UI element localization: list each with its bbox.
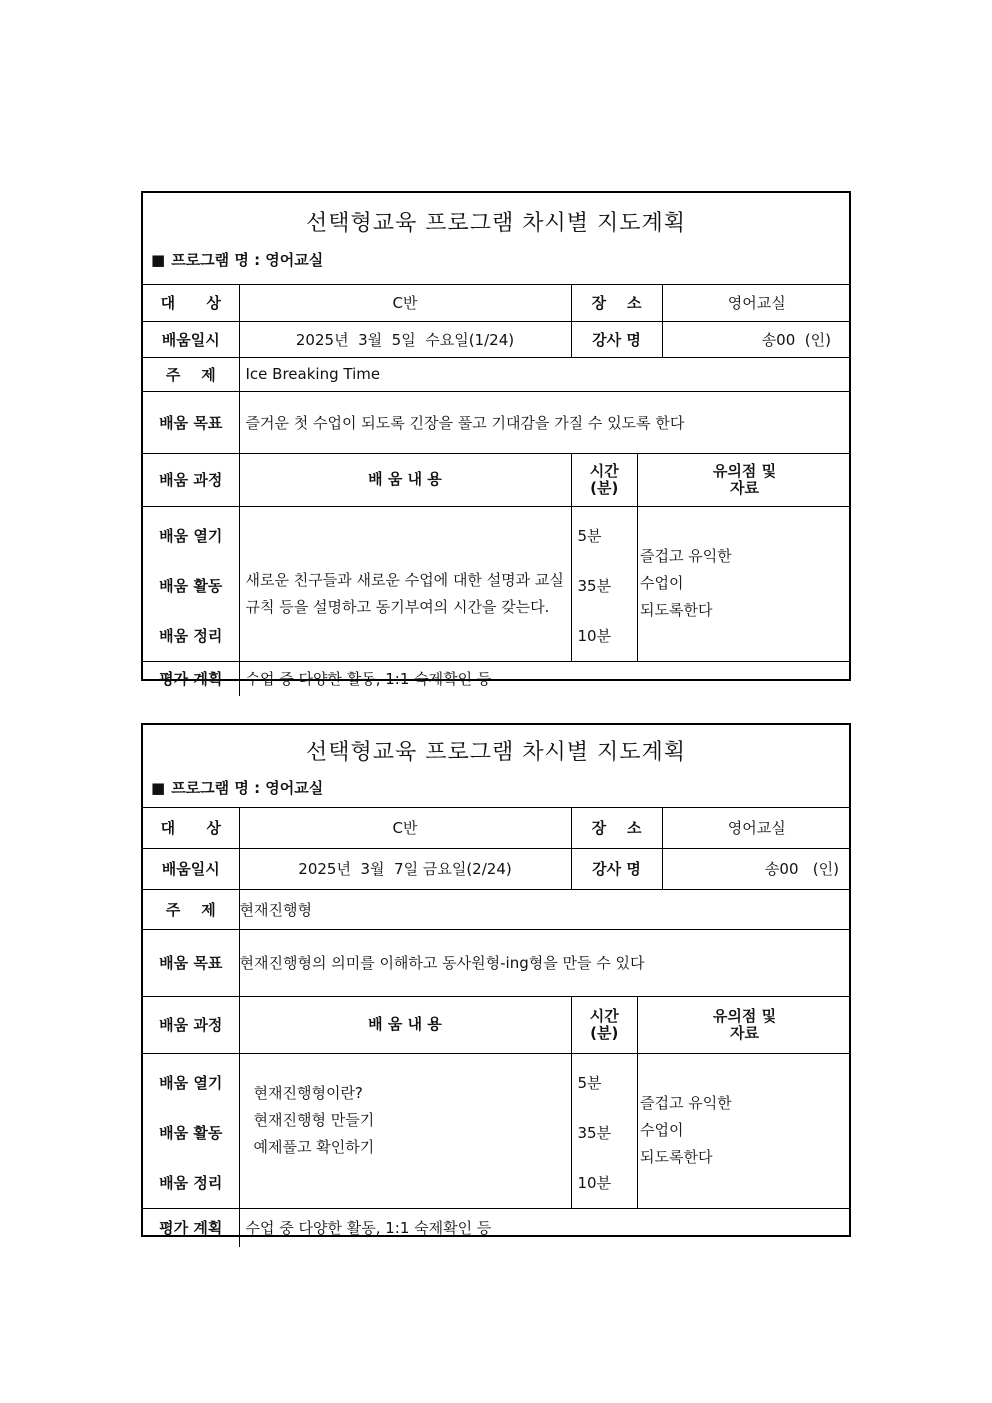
time-header-line1: 시간 xyxy=(589,461,619,480)
teacher-label: 강사 명 xyxy=(571,321,662,357)
time-header xyxy=(572,997,638,1053)
place-label: 장 소 xyxy=(571,285,662,321)
plan-title: 선택형교육 프로그램 차시별 지도계획 xyxy=(305,211,686,236)
time-close: 10분 xyxy=(577,1173,612,1192)
time-activity: 35분 xyxy=(577,1123,612,1142)
place-value: 영어교실 xyxy=(662,285,851,321)
lesson-plan-1 xyxy=(141,191,851,689)
topic-row xyxy=(143,357,851,391)
notes-line-1: 즐겁고 유익한 xyxy=(640,547,732,565)
process-steps xyxy=(143,506,239,661)
square-bullet-icon: ■ xyxy=(151,779,166,797)
plan-table xyxy=(143,285,851,696)
notes-line-1: 즐겁고 유익한 xyxy=(640,1094,732,1112)
content-split xyxy=(571,506,851,661)
time-activity: 35분 xyxy=(577,576,612,595)
content-header-row xyxy=(143,453,851,506)
notes-header xyxy=(638,997,852,1053)
notes-header-line1: 유의점 및 xyxy=(712,1006,777,1025)
teacher-value: 송00 (인) xyxy=(662,321,851,357)
program-name-label: 프로그램 명 : 영어교실 xyxy=(171,251,324,269)
teacher-value: 송00 (인) xyxy=(662,848,851,889)
target-value: C반 xyxy=(239,808,571,848)
plan-table xyxy=(143,808,851,1247)
goal-value: 즐거운 첫 수업이 되도록 긴장을 풀고 기대감을 가질 수 있도록 한다 xyxy=(239,391,851,453)
target-label: 대 상 xyxy=(143,808,239,848)
step-open: 배움 열기 xyxy=(159,526,223,545)
time-open: 5분 xyxy=(577,526,602,545)
content-header-row xyxy=(143,996,851,1053)
time-close: 10분 xyxy=(577,626,612,645)
notes-header xyxy=(638,454,852,506)
target-row xyxy=(143,285,851,321)
time-column xyxy=(572,1054,638,1208)
content-header xyxy=(239,453,571,506)
goal-label: 배움 목표 xyxy=(143,391,239,453)
content-subtable xyxy=(572,507,852,661)
content-line-3: 예제풀고 확인하기 xyxy=(253,1138,375,1156)
date-label: 배움일시 xyxy=(143,321,239,357)
target-value: C반 xyxy=(239,285,571,321)
step-activity: 배움 활동 xyxy=(159,576,223,595)
process-steps xyxy=(143,1053,239,1208)
header-subtable xyxy=(572,454,852,506)
lesson-plan-2 xyxy=(141,723,851,1237)
date-value: 2025년 3월 5일 수요일(1/24) xyxy=(239,321,571,357)
notes-header-line1: 유의점 및 xyxy=(712,461,777,480)
topic-label: 주 제 xyxy=(143,357,239,391)
content-header-text: 배 움 내 용 xyxy=(368,1015,442,1033)
date-value: 2025년 3월 7일 금요일(2/24) xyxy=(239,848,571,889)
content-body: 새로운 친구들과 새로운 수업에 대한 설명과 교실 규칙 등을 설명하고 동기부여의 시간을 갖는다. xyxy=(239,506,571,661)
eval-value: 수업 중 다양한 활동, 1:1 숙제확인 등 xyxy=(239,1208,851,1247)
content-split xyxy=(571,1053,851,1208)
target-label: 대 상 xyxy=(143,285,239,321)
content-header xyxy=(239,996,571,1053)
goal-label: 배움 목표 xyxy=(143,929,239,996)
time-header xyxy=(572,454,638,506)
target-row xyxy=(143,808,851,848)
goal-value: 현재진행형의 의미를 이해하고 동사원형-ing형을 만들 수 있다 xyxy=(239,929,851,996)
teacher-label: 강사 명 xyxy=(571,848,662,889)
step-open: 배움 열기 xyxy=(159,1073,223,1092)
notes-header-line2: 자료 xyxy=(730,478,759,497)
topic-row xyxy=(143,889,851,929)
notes-line-2: 수업이 xyxy=(640,1121,684,1139)
header-subtable xyxy=(572,997,852,1053)
program-name xyxy=(151,777,323,798)
content-body xyxy=(239,1053,571,1208)
eval-row xyxy=(143,1208,851,1247)
plan-header xyxy=(143,725,849,808)
content-subtable xyxy=(572,1054,852,1208)
goal-row xyxy=(143,929,851,996)
header-split xyxy=(571,453,851,506)
eval-label: 평가 계획 xyxy=(143,1208,239,1247)
process-header: 배움 과정 xyxy=(143,453,239,506)
place-value: 영어교실 xyxy=(662,808,851,848)
plan-header xyxy=(143,193,849,285)
process-header: 배움 과정 xyxy=(143,996,239,1053)
content-row xyxy=(143,506,851,661)
time-header-line1: 시간 xyxy=(589,1006,619,1025)
square-bullet-icon: ■ xyxy=(151,251,166,269)
topic-label: 주 제 xyxy=(143,889,239,929)
topic-value: 현재진행형 xyxy=(239,889,851,929)
topic-value: Ice Breaking Time xyxy=(239,357,851,391)
time-header-line2: (분) xyxy=(590,1023,619,1042)
step-close: 배움 정리 xyxy=(159,626,223,645)
step-activity: 배움 활동 xyxy=(159,1123,223,1142)
notes-column xyxy=(638,1054,852,1208)
eval-row xyxy=(143,661,851,696)
time-column xyxy=(572,507,638,661)
date-label: 배움일시 xyxy=(143,848,239,889)
notes-column xyxy=(638,507,852,661)
step-close: 배움 정리 xyxy=(159,1173,223,1192)
header-split xyxy=(571,996,851,1053)
date-row xyxy=(143,321,851,357)
time-open: 5분 xyxy=(577,1073,602,1092)
eval-value: 수업 중 다양한 활동, 1:1 숙제확인 등 xyxy=(239,661,851,696)
time-header-line2: (분) xyxy=(590,478,619,497)
goal-row xyxy=(143,391,851,453)
date-row xyxy=(143,848,851,889)
content-line-2: 현재진행형 만들기 xyxy=(253,1111,375,1129)
eval-label: 평가 계획 xyxy=(143,661,239,696)
notes-header-line2: 자료 xyxy=(730,1023,759,1042)
place-label: 장 소 xyxy=(571,808,662,848)
content-line-1: 현재진행형이란? xyxy=(253,1084,363,1102)
notes-line-3: 되도록한다 xyxy=(640,601,713,619)
notes-line-2: 수업이 xyxy=(640,574,684,592)
content-header-text: 배 움 내 용 xyxy=(368,470,442,488)
plan-title: 선택형교육 프로그램 차시별 지도계획 xyxy=(305,740,686,765)
content-row xyxy=(143,1053,851,1208)
notes-line-3: 되도록한다 xyxy=(640,1148,713,1166)
program-name xyxy=(151,249,323,270)
program-name-label: 프로그램 명 : 영어교실 xyxy=(171,779,324,797)
